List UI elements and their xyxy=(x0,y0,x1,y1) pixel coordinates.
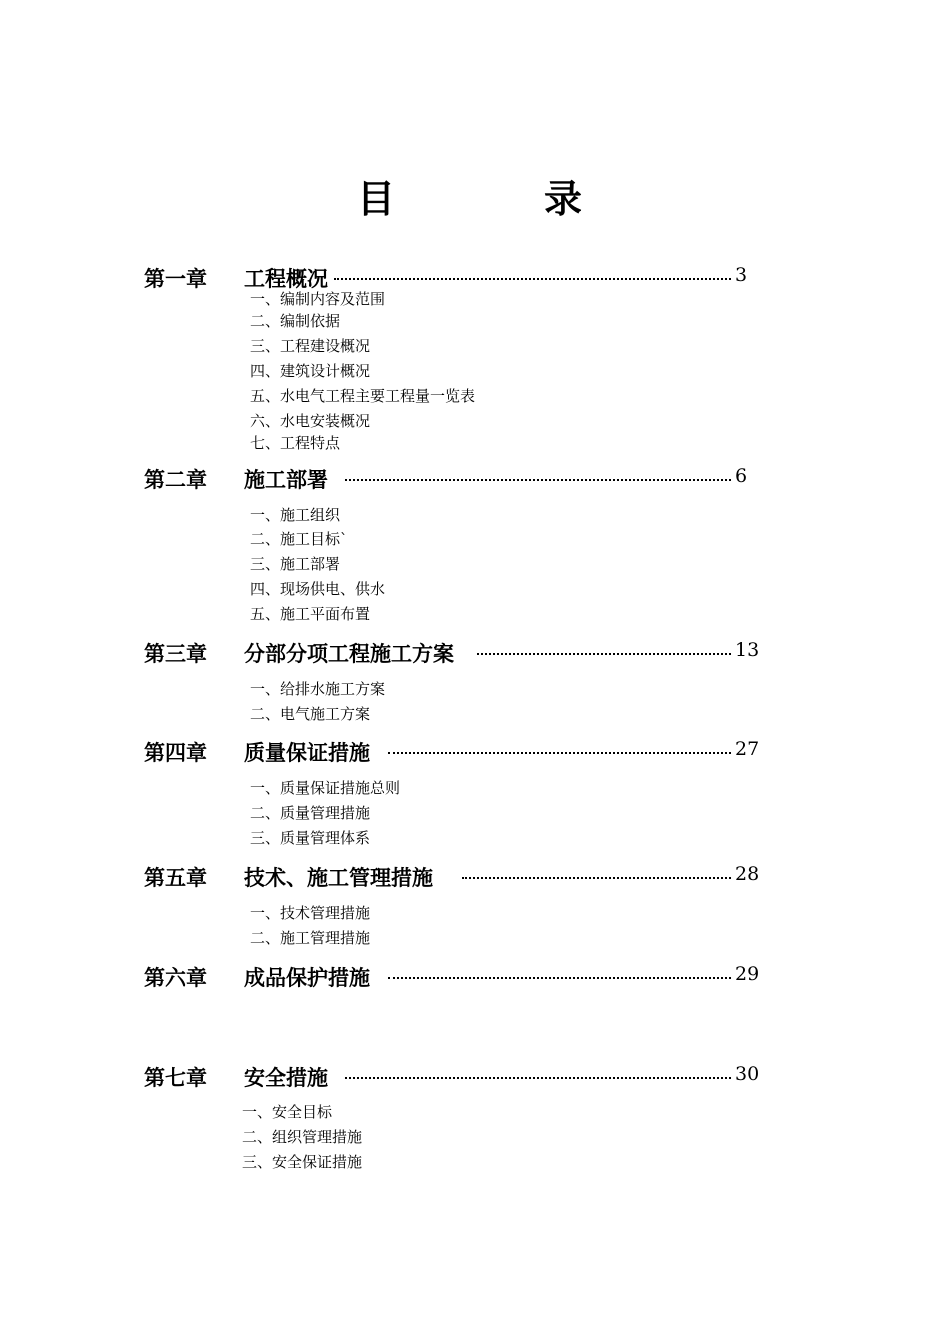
dotted-leader xyxy=(345,1077,731,1079)
chapter-number: 第二章 xyxy=(144,467,207,492)
chapter-title: 分部分项工程施工方案 xyxy=(244,641,454,666)
chapter-page-number: 13 xyxy=(735,639,760,661)
section-item: 一、质量保证措施总则 xyxy=(250,779,401,797)
chapter-number: 第三章 xyxy=(144,641,207,666)
dotted-leader xyxy=(334,278,731,280)
chapter-page-number: 6 xyxy=(735,465,748,487)
chapter-page-number: 3 xyxy=(735,264,748,286)
section-item: 一、安全目标 xyxy=(242,1103,333,1121)
chapter-number: 第七章 xyxy=(144,1065,207,1090)
chapter-number: 第四章 xyxy=(144,740,207,765)
section-item: 三、质量管理体系 xyxy=(250,829,371,847)
section-item: 四、建筑设计概况 xyxy=(250,362,371,380)
section-item: 三、安全保证措施 xyxy=(242,1153,363,1171)
section-item: 七、工程特点 xyxy=(250,434,341,452)
section-item: 一、施工组织 xyxy=(250,506,341,524)
chapter-title: 施工部署 xyxy=(244,467,328,492)
section-item: 一、给排水施工方案 xyxy=(250,680,386,698)
chapter-page-number: 30 xyxy=(735,1063,760,1085)
chapter-number: 第六章 xyxy=(144,965,207,990)
chapter-page-number: 29 xyxy=(735,963,760,985)
section-item: 二、编制依据 xyxy=(250,312,341,330)
section-item: 五、水电气工程主要工程量一览表 xyxy=(250,387,476,405)
chapter-title: 安全措施 xyxy=(244,1065,328,1090)
chapter-number: 第一章 xyxy=(144,266,207,291)
section-item: 二、施工目标` xyxy=(250,530,348,548)
dotted-leader xyxy=(477,653,731,655)
section-item: 二、组织管理措施 xyxy=(242,1128,363,1146)
chapter-title: 技术、施工管理措施 xyxy=(244,865,433,890)
section-item: 五、施工平面布置 xyxy=(250,605,371,623)
chapter-title: 成品保护措施 xyxy=(244,965,370,990)
section-item: 四、现场供电、供水 xyxy=(250,580,386,598)
chapter-page-number: 27 xyxy=(735,738,760,760)
dotted-leader xyxy=(462,877,731,879)
dotted-leader xyxy=(388,977,731,979)
dotted-leader xyxy=(388,752,731,754)
section-item: 二、施工管理措施 xyxy=(250,929,371,947)
chapter-title: 工程概况 xyxy=(244,266,328,291)
section-item: 三、工程建设概况 xyxy=(250,337,371,355)
section-item: 六、水电安装概况 xyxy=(250,412,371,430)
chapter-page-number: 28 xyxy=(735,863,760,885)
chapter-title: 质量保证措施 xyxy=(244,740,370,765)
toc-title-left: 目 xyxy=(357,176,396,221)
section-item: 三、施工部署 xyxy=(250,555,341,573)
section-item: 一、编制内容及范围 xyxy=(250,290,386,308)
toc-title-right: 录 xyxy=(544,176,583,221)
section-item: 一、技术管理措施 xyxy=(250,904,371,922)
chapter-number: 第五章 xyxy=(144,865,207,890)
section-item: 二、质量管理措施 xyxy=(250,804,371,822)
dotted-leader xyxy=(345,479,731,481)
section-item: 二、电气施工方案 xyxy=(250,705,371,723)
